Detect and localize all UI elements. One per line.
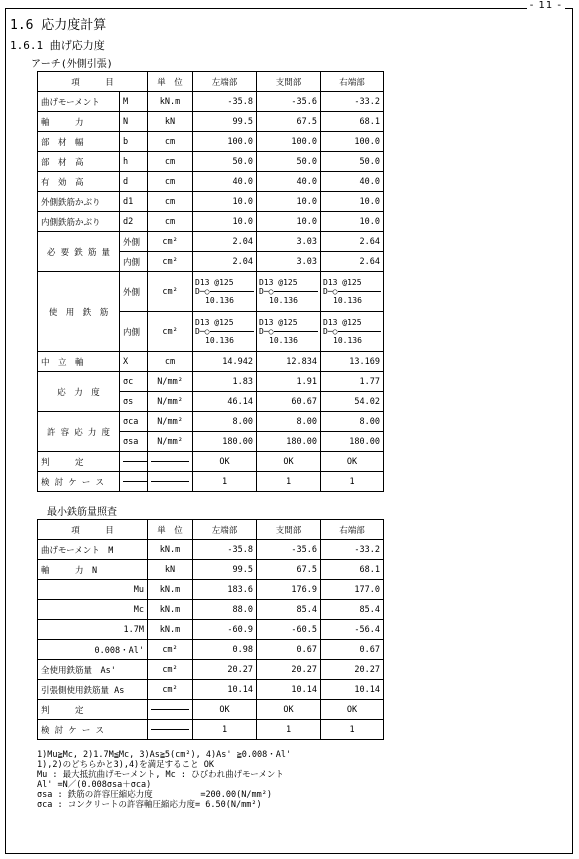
- table-row: [38, 452, 384, 472]
- value-cell: 20.27: [193, 660, 257, 680]
- row-unit: cm: [148, 352, 193, 372]
- required-rebar-label: 必 要 鉄 筋 量: [38, 232, 120, 272]
- value-cell: 85.4: [257, 600, 321, 620]
- row-symbol: d: [120, 172, 148, 192]
- row-label: 曲げモーメント: [38, 92, 120, 112]
- header-span: 支間部: [257, 520, 321, 540]
- table-row: [38, 680, 384, 700]
- value-cell: 2.04: [193, 252, 257, 272]
- value-cell: -33.2: [321, 540, 384, 560]
- row-label: 全使用鉄筋量 As': [38, 660, 148, 680]
- table-row: [38, 700, 384, 720]
- rebar-spec: D13 @125: [323, 278, 362, 287]
- table-row: [38, 112, 384, 132]
- rebar-cell: [257, 272, 321, 312]
- row-label: 曲げモーメント M: [38, 540, 148, 560]
- row-unit: cm: [148, 132, 193, 152]
- value-cell: 99.5: [193, 560, 257, 580]
- value-cell: 67.5: [257, 560, 321, 580]
- rebar-spec: D13 @125: [259, 278, 298, 287]
- table-row: [38, 600, 384, 620]
- side-label: 内側: [120, 252, 148, 272]
- table-row: [38, 152, 384, 172]
- header-unit: 単 位: [148, 72, 193, 92]
- row-symbol: σca: [120, 412, 148, 432]
- row-symbol: σc: [120, 372, 148, 392]
- table-row: [38, 132, 384, 152]
- row-unit: cm²: [148, 660, 193, 680]
- table-row: [38, 372, 384, 392]
- rebar-line: D─○: [323, 287, 381, 296]
- row-unit: N/mm²: [148, 432, 193, 452]
- row-unit: cm²: [148, 312, 193, 352]
- rebar-line: D─○: [323, 327, 381, 336]
- row-unit: cm: [148, 212, 193, 232]
- row-label: 中 立 軸: [38, 352, 120, 372]
- row-unit: cm²: [148, 252, 193, 272]
- value-cell: 68.1: [321, 112, 384, 132]
- value-cell: 10.0: [257, 212, 321, 232]
- rebar-area: 10.136: [269, 296, 298, 305]
- table-row: [38, 92, 384, 112]
- value-cell: 1: [193, 472, 257, 492]
- min-rebar-title: 最小鉄筋量照査: [47, 507, 117, 518]
- value-cell: 2.04: [193, 232, 257, 252]
- value-cell: 10.14: [193, 680, 257, 700]
- rebar-cell: [193, 312, 257, 352]
- value-cell: 10.14: [321, 680, 384, 700]
- value-cell: 183.6: [193, 580, 257, 600]
- table-row: [38, 620, 384, 640]
- header-left: 左端部: [193, 72, 257, 92]
- subsection-title: 1.6.1 曲げ応力度: [10, 39, 105, 52]
- value-cell: 50.0: [321, 152, 384, 172]
- row-unit: N/mm²: [148, 372, 193, 392]
- table-header: [38, 520, 384, 540]
- value-cell: 1.77: [321, 372, 384, 392]
- value-cell: 10.0: [193, 212, 257, 232]
- empty-cell: [148, 720, 193, 740]
- value-cell: 3.03: [257, 252, 321, 272]
- value-cell: 0.67: [321, 640, 384, 660]
- row-label: 1.7M: [38, 620, 148, 640]
- row-symbol: X: [120, 352, 148, 372]
- row-symbol: σsa: [120, 432, 148, 452]
- footnote-line: σsa : 鉄筋の許容圧縮応力度 =200.00(N/mm²): [37, 790, 272, 800]
- value-cell: -56.4: [321, 620, 384, 640]
- table-row: [38, 720, 384, 740]
- row-label: 引張側使用鉄筋量 As: [38, 680, 148, 700]
- value-cell: 14.942: [193, 352, 257, 372]
- table-header: [38, 72, 384, 92]
- value-cell: 10.0: [321, 192, 384, 212]
- row-unit: cm: [148, 152, 193, 172]
- side-label: 外側: [120, 272, 148, 312]
- table-row: [38, 232, 384, 252]
- rebar-cell: [321, 312, 384, 352]
- value-cell: 0.67: [257, 640, 321, 660]
- value-cell: 100.0: [321, 132, 384, 152]
- value-cell: OK: [257, 452, 321, 472]
- value-cell: 2.64: [321, 232, 384, 252]
- footnote-line: Al' =N／(0.008σsa＋σca): [37, 780, 152, 790]
- value-cell: 20.27: [321, 660, 384, 680]
- table-row: [38, 172, 384, 192]
- value-cell: OK: [193, 452, 257, 472]
- row-label: 外側鉄筋かぶり: [38, 192, 120, 212]
- value-cell: -35.6: [257, 540, 321, 560]
- rebar-spec: D13 @125: [259, 318, 298, 327]
- allowable-label: 許 容 応 力 度: [38, 412, 120, 452]
- value-cell: 3.03: [257, 232, 321, 252]
- value-cell: 8.00: [321, 412, 384, 432]
- value-cell: 68.1: [321, 560, 384, 580]
- row-unit: cm²: [148, 272, 193, 312]
- row-label: 部 材 幅: [38, 132, 120, 152]
- value-cell: -60.5: [257, 620, 321, 640]
- row-unit: kN.m: [148, 540, 193, 560]
- row-unit: N/mm²: [148, 412, 193, 432]
- table-row: [38, 580, 384, 600]
- header-item: 項 目: [38, 520, 148, 540]
- value-cell: OK: [193, 700, 257, 720]
- table-row: [38, 272, 384, 312]
- value-cell: 60.67: [257, 392, 321, 412]
- value-cell: 88.0: [193, 600, 257, 620]
- table-row: [38, 560, 384, 580]
- row-unit: kN.m: [148, 92, 193, 112]
- value-cell: 40.0: [257, 172, 321, 192]
- rebar-line: D─○: [259, 287, 318, 296]
- value-cell: 67.5: [257, 112, 321, 132]
- judge-label: 判 定: [38, 700, 148, 720]
- arch-note: アーチ(外側引張): [31, 59, 113, 70]
- value-cell: 1.83: [193, 372, 257, 392]
- table-row: [38, 352, 384, 372]
- rebar-cell: [321, 272, 384, 312]
- row-label: 内側鉄筋かぶり: [38, 212, 120, 232]
- rebar-spec: D13 @125: [195, 278, 234, 287]
- table-row: [38, 412, 384, 432]
- value-cell: 12.834: [257, 352, 321, 372]
- row-symbol: σs: [120, 392, 148, 412]
- table-row: [38, 660, 384, 680]
- rebar-spec: D13 @125: [323, 318, 362, 327]
- value-cell: -60.9: [193, 620, 257, 640]
- value-cell: 50.0: [193, 152, 257, 172]
- footnote-line: Mu : 最大抵抗曲げモーメント, Mc : ひびわれ曲げモーメント: [37, 770, 284, 780]
- value-cell: 1: [257, 472, 321, 492]
- rebar-area: 10.136: [333, 296, 362, 305]
- value-cell: 176.9: [257, 580, 321, 600]
- rebar-area: 10.136: [333, 336, 362, 345]
- value-cell: 100.0: [257, 132, 321, 152]
- value-cell: 40.0: [321, 172, 384, 192]
- value-cell: -35.8: [193, 92, 257, 112]
- value-cell: OK: [321, 700, 384, 720]
- table-row: [38, 540, 384, 560]
- header-unit: 単 位: [148, 520, 193, 540]
- row-symbol: N: [120, 112, 148, 132]
- value-cell: 1: [193, 720, 257, 740]
- row-unit: cm²: [148, 232, 193, 252]
- stress-table: [37, 71, 384, 492]
- row-symbol: b: [120, 132, 148, 152]
- rebar-cell: [257, 312, 321, 352]
- value-cell: 1: [321, 472, 384, 492]
- row-label: Mu: [38, 580, 148, 600]
- value-cell: 177.0: [321, 580, 384, 600]
- rebar-area: 10.136: [205, 296, 234, 305]
- value-cell: 180.00: [193, 432, 257, 452]
- row-symbol: M: [120, 92, 148, 112]
- side-label: 内側: [120, 312, 148, 352]
- row-label: 有 効 高: [38, 172, 120, 192]
- row-label: 軸 力 N: [38, 560, 148, 580]
- value-cell: -35.6: [257, 92, 321, 112]
- section-title: 1.6 応力度計算: [10, 18, 107, 33]
- value-cell: 0.98: [193, 640, 257, 660]
- min-rebar-table: [37, 519, 384, 740]
- value-cell: 180.00: [257, 432, 321, 452]
- header-right: 右端部: [321, 520, 384, 540]
- rebar-spec: D13 @125: [195, 318, 234, 327]
- row-unit: cm²: [148, 640, 193, 660]
- empty-cell: [120, 452, 148, 472]
- value-cell: 46.14: [193, 392, 257, 412]
- row-unit: cm: [148, 172, 193, 192]
- table-row: [38, 640, 384, 660]
- row-unit: kN: [148, 112, 193, 132]
- value-cell: 8.00: [257, 412, 321, 432]
- row-label: 部 材 高: [38, 152, 120, 172]
- row-label: Mc: [38, 600, 148, 620]
- value-cell: 40.0: [193, 172, 257, 192]
- value-cell: 99.5: [193, 112, 257, 132]
- value-cell: 100.0: [193, 132, 257, 152]
- value-cell: OK: [321, 452, 384, 472]
- header-span: 支間部: [257, 72, 321, 92]
- rebar-line: D─○: [195, 327, 254, 336]
- value-cell: -33.2: [321, 92, 384, 112]
- table-row: [38, 212, 384, 232]
- value-cell: 8.00: [193, 412, 257, 432]
- value-cell: 10.0: [193, 192, 257, 212]
- value-cell: 54.02: [321, 392, 384, 412]
- row-label: 0.008・Al': [38, 640, 148, 660]
- header-left: 左端部: [193, 520, 257, 540]
- page-number: - 11 -: [527, 0, 565, 11]
- empty-cell: [148, 472, 193, 492]
- row-unit: cm: [148, 192, 193, 212]
- value-cell: 10.14: [257, 680, 321, 700]
- rebar-area: 10.136: [205, 336, 234, 345]
- stress-label: 応 力 度: [38, 372, 120, 412]
- header-item: 項 目: [38, 72, 148, 92]
- empty-cell: [148, 452, 193, 472]
- case-label: 検 討 ケ ー ス: [38, 720, 148, 740]
- footnote-line: σca : コンクリートの許容軸圧縮応力度= 6.50(N/mm²): [37, 800, 262, 810]
- footnote-line: 1),2)のどちらかと3),4)を満足すること OK: [37, 760, 215, 770]
- rebar-line: D─○: [259, 327, 318, 336]
- table-row: [38, 472, 384, 492]
- rebar-cell: [193, 272, 257, 312]
- empty-cell: [148, 700, 193, 720]
- value-cell: -35.8: [193, 540, 257, 560]
- header-right: 右端部: [321, 72, 384, 92]
- row-unit: kN.m: [148, 600, 193, 620]
- value-cell: OK: [257, 700, 321, 720]
- row-symbol: d2: [120, 212, 148, 232]
- rebar-line: D─○: [195, 287, 254, 296]
- table-row: [38, 192, 384, 212]
- value-cell: 1: [257, 720, 321, 740]
- value-cell: 13.169: [321, 352, 384, 372]
- rebar-area: 10.136: [269, 336, 298, 345]
- side-label: 外側: [120, 232, 148, 252]
- row-unit: N/mm²: [148, 392, 193, 412]
- value-cell: 85.4: [321, 600, 384, 620]
- value-cell: 20.27: [257, 660, 321, 680]
- row-unit: kN: [148, 560, 193, 580]
- value-cell: 180.00: [321, 432, 384, 452]
- value-cell: 50.0: [257, 152, 321, 172]
- row-label: 軸 力: [38, 112, 120, 132]
- row-unit: cm²: [148, 680, 193, 700]
- footnote-line: 1)Mu≧Mc, 2)1.7M≦Mc, 3)As≧5(cm²), 4)As' ≧0.008・Al': [37, 750, 292, 760]
- value-cell: 10.0: [257, 192, 321, 212]
- value-cell: 1: [321, 720, 384, 740]
- row-unit: kN.m: [148, 620, 193, 640]
- row-symbol: h: [120, 152, 148, 172]
- empty-cell: [120, 472, 148, 492]
- footnotes: [37, 750, 557, 810]
- value-cell: 1.91: [257, 372, 321, 392]
- judge-label: 判 定: [38, 452, 120, 472]
- value-cell: 10.0: [321, 212, 384, 232]
- used-rebar-label: 使 用 鉄 筋: [38, 272, 120, 352]
- value-cell: 2.64: [321, 252, 384, 272]
- row-symbol: d1: [120, 192, 148, 212]
- case-label: 検 討 ケ ー ス: [38, 472, 120, 492]
- row-unit: kN.m: [148, 580, 193, 600]
